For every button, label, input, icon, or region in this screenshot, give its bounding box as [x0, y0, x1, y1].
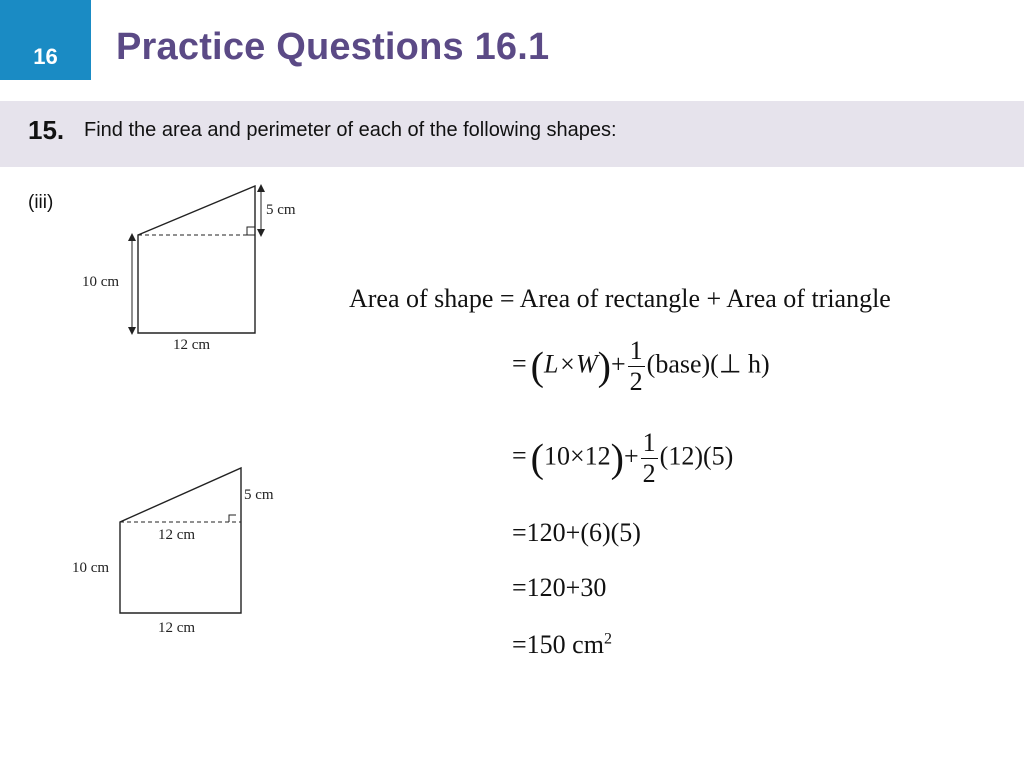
- fraction-half-2: $\frac{1}{2}$: [642, 428, 656, 488]
- chapter-badge: [0, 0, 91, 80]
- right-angle-marker-2: [229, 515, 236, 522]
- lw-term: L×W: [544, 349, 598, 379]
- question-number: 15.: [28, 115, 65, 145]
- label2-5cm: 5 cm: [244, 487, 274, 503]
- right-angle-marker: [247, 227, 255, 235]
- part-label: (iii): [28, 192, 54, 213]
- page-title: Practice Questions 16.1: [116, 26, 550, 68]
- solution-line-5: =120+30: [512, 573, 607, 602]
- shape-outline: [138, 186, 255, 333]
- label2-10cm: 10 cm: [72, 560, 110, 576]
- label2-12cm-bottom: 12 cm: [158, 620, 196, 636]
- squared-exponent: 2: [603, 630, 612, 648]
- product-term: 10×12: [544, 441, 611, 471]
- solution-line-1: Area of shape = Area of rectangle + Area of triangle: [349, 284, 891, 313]
- solution-line-3: = (10×12)+ $\frac{1}{2}$ (12)(5): [512, 428, 734, 488]
- label-10cm: 10 cm: [82, 274, 120, 290]
- label-5cm: 5 cm: [266, 202, 296, 218]
- solution-line-6: =150 $cm^2$: [512, 630, 612, 659]
- solution-line-2: = (L×W)+ $\frac{1}{2}$ (base)(⊥ h): [512, 336, 770, 396]
- fraction-half: $\frac{1}{2}$: [629, 336, 643, 396]
- label2-12cm-top: 12 cm: [158, 527, 196, 543]
- shape-figure-2: [60, 460, 300, 645]
- label-12cm: 12 cm: [173, 337, 211, 353]
- chapter-number: 16: [33, 44, 58, 69]
- question-text: Find the area and perimeter of each of the following shapes:: [84, 119, 617, 141]
- shape-figure-1: [70, 176, 330, 361]
- question-bar: [0, 101, 1024, 167]
- solution-line-4: =120+(6)(5): [512, 518, 641, 547]
